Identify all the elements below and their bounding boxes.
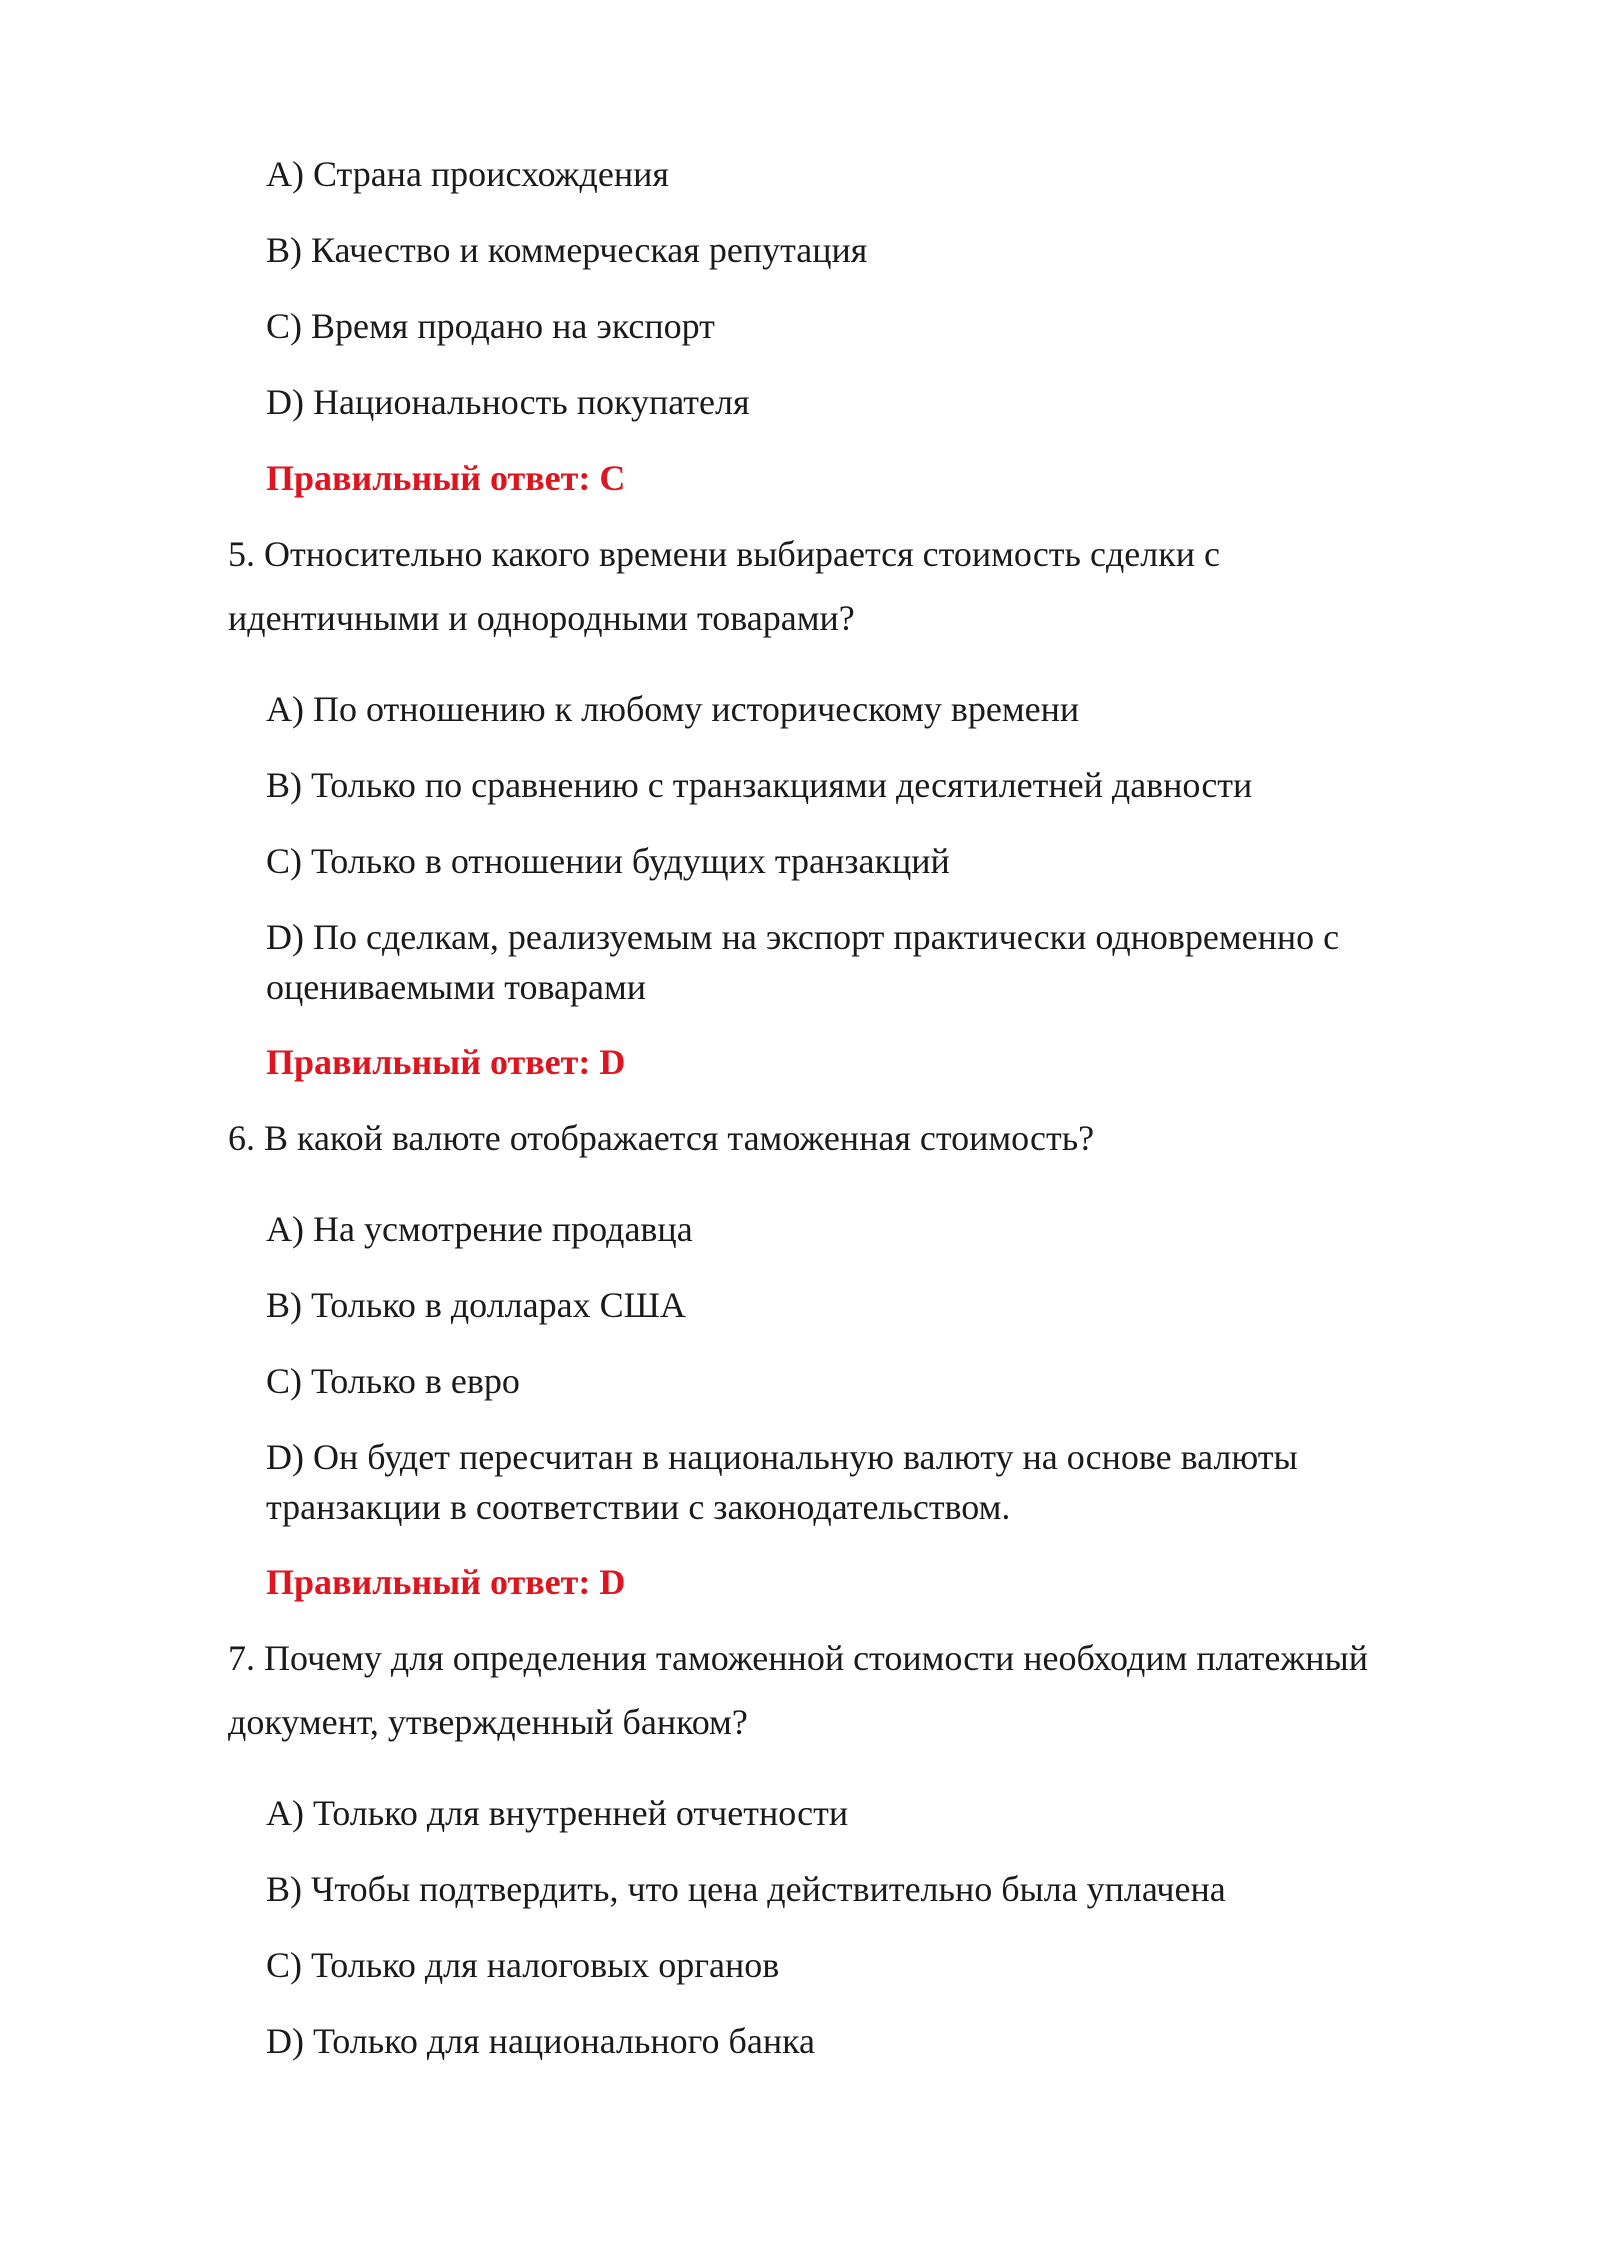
option-d-line1: D) По сделкам, реализуемым на экспорт практически одновременно с: [266, 917, 1340, 957]
question-text-line2: документ, утвержденный банком?: [228, 1702, 748, 1742]
option-b: B) Только по сравнению с транзакциями десятилетней давности: [266, 765, 1253, 805]
option-c: C) Только для налоговых органов: [266, 1945, 780, 1985]
option-d-line2: оцениваемыми товарами: [266, 967, 647, 1007]
question-text-line1: 5. Относительно какого времени выбирается стоимость сделки с: [228, 534, 1220, 574]
question-text-line1: 7. Почему для определения таможенной стоимости необходим платежный: [228, 1638, 1368, 1678]
option-c: C) Только в евро: [266, 1361, 520, 1401]
option-b: B) Качество и коммерческая репутация: [266, 230, 868, 270]
option-d-line2: транзакции в соответствии с законодательством.: [266, 1487, 1011, 1527]
option-c: C) Время продано на экспорт: [266, 306, 715, 346]
question-6: 6. В какой валюте отображается таможенная стоимость?: [228, 1118, 1095, 1158]
option-d: [266, 912, 1339, 1012]
option-a: A) По отношению к любому историческому времени: [266, 689, 1080, 729]
question-5: [228, 529, 1220, 643]
option-d: D) Только для национального банка: [266, 2021, 816, 2061]
correct-answer: Правильный ответ: C: [266, 458, 626, 498]
option-d-line1: D) Он будет пересчитан в национальную валюту на основе валюты: [266, 1437, 1298, 1477]
question-text-line2: идентичными и однородными товарами?: [228, 598, 855, 638]
option-d: [266, 1432, 1298, 1532]
option-a: A) Страна происхождения: [266, 154, 669, 194]
option-d: D) Национальность покупателя: [266, 382, 750, 422]
option-c: C) Только в отношении будущих транзакций: [266, 841, 950, 881]
question-7: [228, 1633, 1368, 1747]
option-b: B) Чтобы подтвердить, что цена действительно была уплачена: [266, 1869, 1226, 1909]
correct-answer: Правильный ответ: D: [266, 1562, 626, 1602]
option-b: B) Только в долларах США: [266, 1285, 686, 1325]
correct-answer: Правильный ответ: D: [266, 1042, 626, 1082]
option-a: A) Только для внутренней отчетности: [266, 1793, 849, 1833]
option-a: A) На усмотрение продавца: [266, 1209, 693, 1249]
